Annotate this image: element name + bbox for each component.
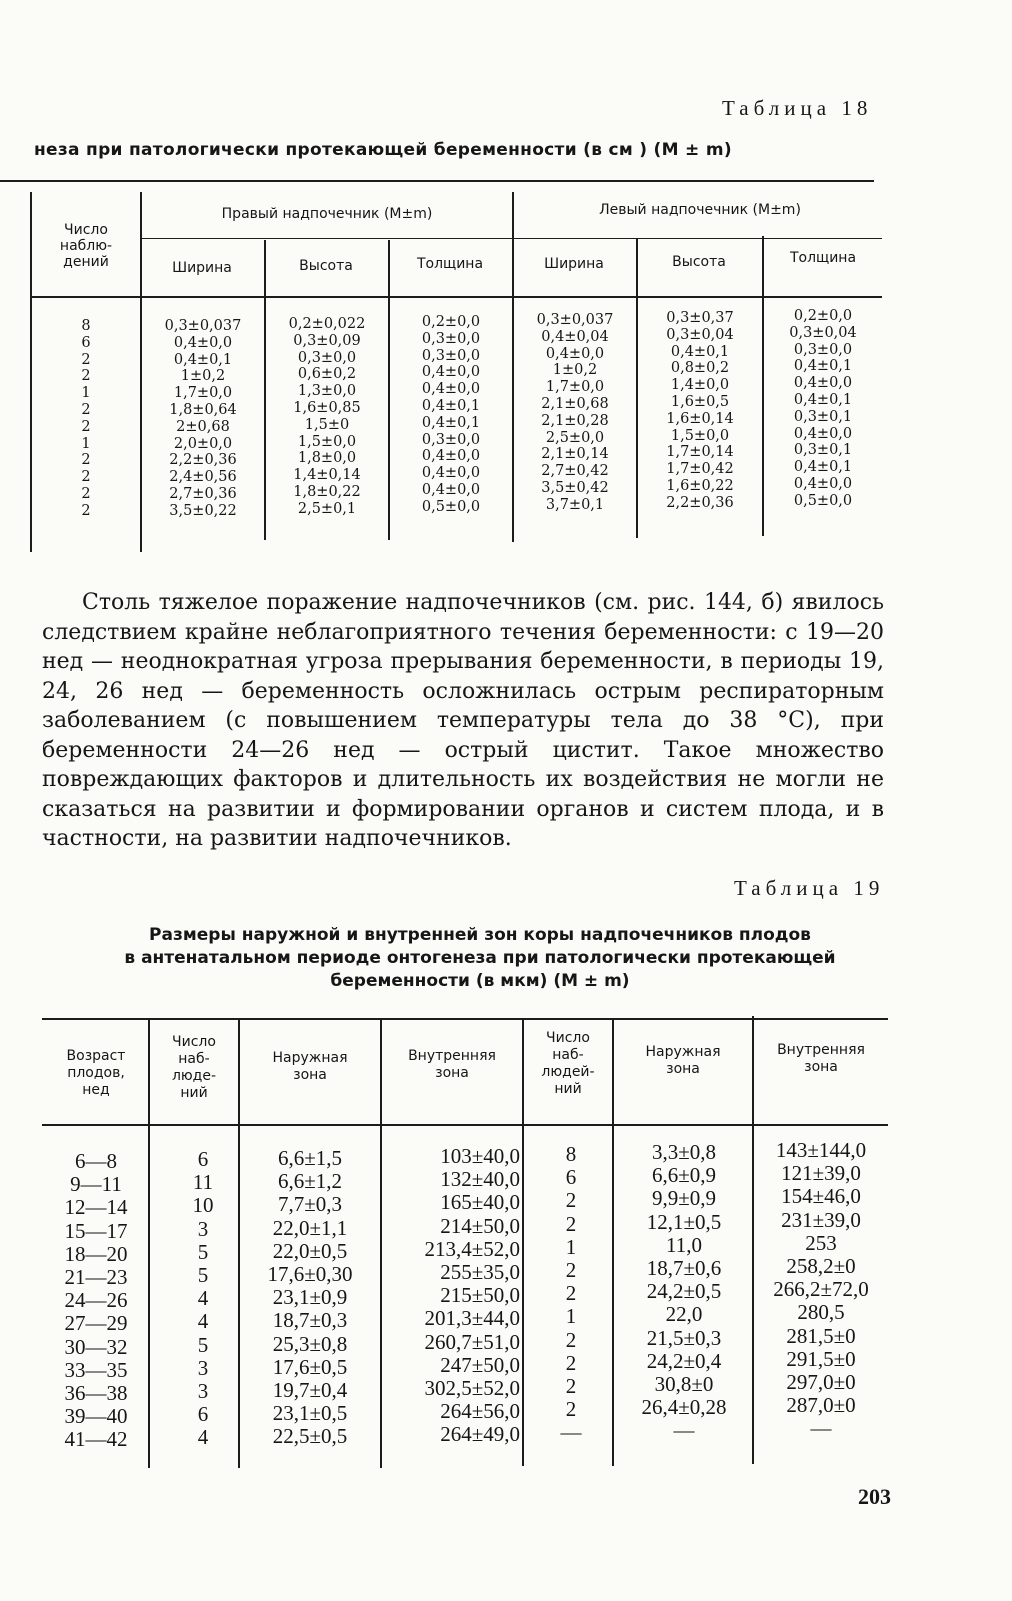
table18-subheader: Толщина (416, 256, 484, 272)
table-cell: 201,3±44,0 (424, 1306, 520, 1331)
table19-label: Таблица 19 (734, 876, 885, 900)
table-cell: 6,6±1,5 (277, 1146, 343, 1170)
table18-header-count (36, 222, 136, 270)
table-cell: 24,2±0,4 (646, 1348, 722, 1373)
paragraph-text: Столь тяжелое поражение надпочечников (см. рис. 144, б) явилось следствием крайне неблагоприятного течения беременности: с 19—20 нед — неоднократная угроза прерывания беременности, в периоды 19, 24, 26 нед — беременность осложнилась острым респираторным заболеванием (с повышением температуры тела до 38 °С), при беременности 24—26 нед — острый цистит. Такое множество повреждающих факторов и длительность их воздействия не могли не сказаться на развитии и формировании органов и систем плода, и в частности, на развитии надпочечников. (42, 590, 884, 851)
table-cell: 5 (197, 1263, 209, 1288)
table19-col-inner2 (754, 1139, 888, 1441)
table-cell: 24,2±0,5 (646, 1279, 722, 1304)
header-line: наб- (552, 1047, 584, 1063)
table-cell: 2 (565, 1188, 577, 1213)
table19-header-outer (240, 1050, 380, 1084)
table-cell: 18,7±0,6 (646, 1256, 722, 1281)
table-cell: 3,5±0,22 (169, 502, 237, 519)
table-cell: 2 (81, 351, 91, 368)
table-cell: 0,4±0,1 (793, 459, 853, 476)
table18-divider (140, 192, 142, 552)
header-line: люде- (171, 1068, 217, 1084)
table-cell: 0,3±0,04 (666, 326, 734, 343)
table-cell: 2 (81, 418, 91, 435)
table-cell: — (810, 1416, 832, 1441)
table-cell: 1±0,2 (552, 362, 598, 379)
table-cell: 297,0±0 (786, 1370, 856, 1395)
table-cell: 1,8±0,22 (293, 483, 361, 500)
table18-subheader: Высота (299, 258, 353, 274)
table-cell: 0,4±0,0 (421, 381, 481, 398)
table-cell: 11,0 (666, 1232, 702, 1257)
table-cell: 1 (565, 1234, 577, 1259)
table-cell: 2 (565, 1327, 577, 1352)
table-cell: 6 (565, 1165, 577, 1190)
table-cell: 214±50,0 (440, 1213, 520, 1238)
table18-col-left-width (518, 312, 632, 514)
table18-divider (762, 236, 764, 536)
table-cell: 2,7±0,36 (169, 485, 237, 502)
table-cell: 9,9±0,9 (651, 1186, 717, 1211)
header-line: людей- (541, 1064, 595, 1080)
table19-top-rule (42, 1018, 888, 1020)
table-cell: 23,1±0,5 (272, 1401, 348, 1426)
table-cell: 3,7±0,1 (545, 496, 605, 513)
table-cell: 2,5±0,1 (297, 500, 357, 517)
table-cell: 2 (81, 469, 91, 486)
header-line: дений (63, 254, 109, 270)
table-cell: 103±40,0 (440, 1144, 520, 1168)
table18-divider (636, 238, 638, 538)
table-cell: 6 (197, 1402, 209, 1427)
table-cell: 231±39,0 (781, 1207, 861, 1232)
table19-header-outer2 (614, 1044, 752, 1078)
title-line: беременности (в мкм) (M ± m) (330, 971, 630, 991)
table-cell: 258,2±0 (786, 1254, 856, 1279)
header-line: нед (82, 1082, 110, 1098)
table-cell: 7,7±0,3 (277, 1192, 343, 1217)
table-cell: 1,3±0,0 (297, 383, 357, 400)
table19-header-rule (42, 1124, 888, 1126)
table-cell: 18,7±0,3 (272, 1308, 348, 1333)
table-cell: 132±40,0 (440, 1167, 520, 1192)
table18-subheader: Ширина (172, 260, 232, 276)
table18-col-count (36, 318, 136, 520)
table-cell: 26,4±0,28 (641, 1395, 727, 1420)
table-cell: 154±46,0 (781, 1184, 861, 1209)
table-cell: 1 (565, 1304, 577, 1329)
table-cell: 1,8±0,64 (169, 401, 237, 418)
table-cell: 12,1±0,5 (646, 1209, 722, 1234)
table18-col-left-thickness (768, 308, 878, 510)
table-cell: 22,0±0,5 (272, 1238, 348, 1263)
table18-header-left-adrenal: Левый надпочечник (M±m) (599, 202, 801, 218)
table-cell: 2±0,68 (176, 418, 230, 435)
table-cell: 11 (192, 1170, 214, 1195)
table-cell: 30—32 (64, 1334, 128, 1359)
table18-header-right-adrenal: Правый надпочечник (M±m) (221, 206, 433, 222)
page-number: 203 (858, 1484, 891, 1509)
table18-col-right-height (270, 316, 384, 518)
table19-header-age (44, 1048, 148, 1099)
table-cell: 1,8±0,0 (297, 450, 357, 467)
table-cell: 0,4±0,1 (793, 391, 853, 408)
table-cell: 17,6±0,30 (267, 1262, 353, 1287)
table-cell: 215±50,0 (440, 1283, 520, 1308)
table-cell: 10 (192, 1193, 214, 1218)
header-line: ний (554, 1081, 582, 1097)
table-cell: 2 (565, 1397, 577, 1422)
header-line: зона (293, 1067, 327, 1083)
table19-title (60, 924, 900, 993)
table-cell: 0,4±0,0 (421, 481, 481, 498)
table-cell: 255±35,0 (440, 1260, 520, 1285)
table18-top-rule (0, 180, 874, 182)
table-cell: 260,7±51,0 (424, 1329, 520, 1354)
table18-header-rule (30, 296, 882, 298)
table-cell: 0,4±0,0 (421, 364, 481, 381)
header-line: Внутренняя (777, 1042, 865, 1058)
table-cell: 6 (197, 1147, 209, 1171)
table-cell: 0,4±0,0 (793, 475, 853, 492)
table-cell: 264±49,0 (440, 1422, 520, 1447)
title-line: в антенатальном периоде онтогенеза при патологически протекающей (124, 948, 836, 968)
header-line: Число (172, 1034, 216, 1050)
table-cell: 1,6±0,85 (293, 399, 361, 416)
table-cell: 0,4±0,1 (421, 414, 481, 431)
table-cell: 12—14 (64, 1195, 128, 1220)
body-paragraph (42, 588, 884, 854)
table-cell: 4 (197, 1425, 209, 1450)
table-cell: 8 (565, 1142, 577, 1166)
header-line: Число (546, 1030, 590, 1046)
table-cell: 213,4±52,0 (424, 1236, 520, 1261)
table-cell: 17,6±0,5 (272, 1354, 348, 1379)
table-cell: 4 (197, 1286, 209, 1311)
header-line: зона (666, 1061, 700, 1077)
table-cell: 22,5±0,5 (272, 1424, 348, 1449)
table-cell: 19,7±0,4 (272, 1378, 348, 1403)
table-cell: 1,4±0,0 (670, 377, 730, 394)
table-cell: 8 (81, 318, 91, 334)
header-line: наблю- (59, 238, 113, 254)
header-line: Число (64, 222, 108, 238)
header-line: плодов, (67, 1065, 125, 1081)
table-cell: 4 (197, 1309, 209, 1334)
table18-divider (264, 240, 266, 540)
table-cell: 2,2±0,36 (169, 452, 237, 469)
header-line: наб- (178, 1051, 210, 1067)
table19-col-outer (240, 1147, 380, 1449)
table-cell: 1,6±0,5 (670, 393, 730, 410)
table-cell: 0,4±0,1 (421, 397, 481, 414)
table-cell: 264±56,0 (440, 1399, 520, 1424)
table-cell: 22,0 (665, 1302, 703, 1327)
table-cell: 21—23 (64, 1265, 128, 1290)
table-cell: 0,3±0,0 (793, 341, 853, 358)
table-cell: 2 (565, 1281, 577, 1306)
table-cell: 121±39,0 (781, 1161, 861, 1186)
table19-header-count (150, 1034, 238, 1102)
table-cell: 30,8±0 (654, 1372, 714, 1397)
table-cell: 5 (197, 1332, 209, 1357)
table-cell: 0,3±0,037 (536, 312, 614, 328)
table-cell: 41—42 (64, 1427, 128, 1452)
table-cell: 1,5±0,0 (670, 427, 730, 444)
table-cell: 0,3±0,0 (421, 347, 481, 364)
table-cell: 2,5±0,0 (545, 429, 605, 446)
table-cell: 0,6±0,2 (297, 366, 357, 383)
table-cell: 0,3±0,037 (164, 318, 242, 334)
table-cell: 3,5±0,42 (541, 479, 609, 496)
table-cell: 0,4±0,0 (793, 375, 853, 392)
table-cell: 0,4±0,1 (173, 351, 233, 368)
table-cell: 280,5 (797, 1300, 845, 1325)
table-cell: 1±0,2 (180, 368, 226, 385)
table-cell: 2 (81, 485, 91, 502)
table-cell: 2 (81, 401, 91, 418)
table-cell: 0,4±0,0 (793, 425, 853, 442)
header-line: Наружная (272, 1050, 348, 1066)
table-cell: 0,3±0,04 (789, 324, 857, 341)
table-cell: 1 (81, 385, 91, 402)
table-cell: 0,5±0,0 (421, 498, 481, 515)
table-cell: 2,7±0,42 (541, 463, 609, 480)
table-cell: 253 (805, 1230, 837, 1255)
table-cell: 6 (81, 334, 91, 351)
table18-col-right-thickness (394, 314, 508, 516)
table-cell: 0,3±0,0 (297, 349, 357, 366)
table18-subheader: Толщина (789, 250, 857, 266)
header-line: зона (435, 1065, 469, 1081)
table-cell: 23,1±0,9 (272, 1285, 348, 1310)
table-cell: 6—8 (75, 1149, 117, 1173)
table-cell: 0,4±0,0 (421, 448, 481, 465)
table-cell: 0,4±0,0 (545, 345, 605, 362)
table-cell: 3 (197, 1355, 209, 1380)
table-cell: 0,8±0,2 (670, 360, 730, 377)
table-cell: 1,7±0,14 (666, 444, 734, 461)
table18-divider (512, 192, 514, 542)
table18-group-rule (140, 238, 882, 239)
table-cell: 1,5±0,0 (297, 433, 357, 450)
table-cell: 247±50,0 (440, 1352, 520, 1377)
table-cell: 36—38 (64, 1381, 128, 1406)
table-cell: 143±144,0 (775, 1138, 867, 1162)
table-cell: 21,5±0,3 (646, 1325, 722, 1350)
table-cell: 0,4±0,1 (793, 358, 853, 375)
table-cell: 2,1±0,28 (541, 412, 609, 429)
table19-header-inner2 (754, 1042, 888, 1076)
table-cell: 0,3±0,0 (421, 431, 481, 448)
table18-divider (388, 240, 390, 540)
table18-subheader: Ширина (544, 256, 604, 272)
table-cell: 0,4±0,04 (541, 328, 609, 345)
table-cell: 0,5±0,0 (793, 492, 853, 509)
table-cell: 266,2±72,0 (773, 1277, 869, 1302)
table19-col-age (44, 1150, 148, 1452)
table-cell: 2,4±0,56 (169, 469, 237, 486)
table-cell: 0,3±0,09 (293, 332, 361, 349)
table-cell: 2 (565, 1211, 577, 1236)
table-cell: 0,3±0,1 (793, 408, 853, 425)
table-cell: 0,4±0,0 (173, 334, 233, 351)
header-line: Возраст (66, 1048, 126, 1064)
table-cell: 1,7±0,42 (666, 461, 734, 478)
table-cell: 302,5±52,0 (424, 1376, 520, 1401)
table-cell: 33—35 (64, 1357, 128, 1382)
table-cell: 281,5±0 (786, 1323, 856, 1348)
table-cell: 6,6±0,9 (651, 1163, 717, 1188)
table18-left-border (30, 192, 32, 552)
table-cell: 2,1±0,14 (541, 446, 609, 463)
table19-col-count2 (524, 1143, 618, 1445)
table-cell: 0,4±0,1 (670, 343, 730, 360)
table-cell: 18—20 (64, 1241, 128, 1266)
table-cell: 3,3±0,8 (651, 1140, 717, 1164)
table-cell: 2 (565, 1258, 577, 1283)
table-cell: 0,2±0,0 (793, 308, 853, 324)
table-cell: 27—29 (64, 1311, 128, 1336)
table-cell: 1,4±0,14 (293, 467, 361, 484)
table18-col-left-height (642, 310, 758, 512)
table-cell: 165±40,0 (440, 1190, 520, 1215)
table-cell: 24—26 (64, 1288, 128, 1313)
table-cell: 1,7±0,0 (545, 379, 605, 396)
header-line: зона (804, 1059, 838, 1075)
table19-col-inner (382, 1145, 520, 1447)
table18-subheader: Высота (672, 254, 726, 270)
table-cell: 2 (565, 1350, 577, 1375)
table-cell: 1,6±0,14 (666, 410, 734, 427)
table-cell: 2 (565, 1374, 577, 1399)
table-cell: 22,0±1,1 (272, 1215, 348, 1240)
table-cell: 2,0±0,0 (173, 435, 233, 452)
table-cell: 5 (197, 1239, 209, 1264)
table-cell: 2 (81, 452, 91, 469)
table19-header-inner (382, 1048, 522, 1082)
table-cell: 2 (81, 368, 91, 385)
table-cell: 2,1±0,68 (541, 395, 609, 412)
table-cell: 15—17 (64, 1218, 128, 1243)
table-cell: 25,3±0,8 (272, 1331, 348, 1356)
table-cell: 0,4±0,0 (421, 465, 481, 482)
table-cell: 3 (197, 1216, 209, 1241)
table-cell: 6,6±1,2 (277, 1169, 343, 1194)
table-cell: 0,2±0,0 (421, 314, 481, 330)
table-cell: 1,5±0 (304, 416, 350, 433)
table18-col-right-width (146, 318, 260, 520)
table-cell: 0,3±0,37 (666, 310, 734, 326)
table-cell: 3 (197, 1379, 209, 1404)
table-cell: 2,2±0,36 (666, 494, 734, 511)
table-cell: 39—40 (64, 1404, 128, 1429)
table-cell: 2 (81, 502, 91, 519)
table-cell: 287,0±0 (786, 1393, 856, 1418)
header-line: Внутренняя (408, 1048, 496, 1064)
table18-label: Таблица 18 (722, 96, 873, 120)
header-line: Наружная (645, 1044, 721, 1060)
header-line: ний (180, 1085, 208, 1101)
table-cell: 0,3±0,1 (793, 442, 853, 459)
table19-header-count2 (524, 1030, 612, 1098)
table-cell: 291,5±0 (786, 1346, 856, 1371)
table-cell: 0,2±0,022 (288, 316, 366, 332)
title-line: Размеры наружной и внутренней зон коры надпочечников плодов (149, 925, 811, 945)
table18-title: неза при патологически протекающей беременности (в см ) (M ± m) (34, 140, 732, 160)
table19-col-outer2 (614, 1141, 754, 1443)
table-cell: 0,3±0,0 (421, 330, 481, 347)
table-cell: 1,6±0,22 (666, 477, 734, 494)
table-cell: 9—11 (70, 1172, 122, 1197)
table-cell: — (560, 1420, 582, 1445)
table-cell: 1 (81, 435, 91, 452)
table-cell: 1,7±0,0 (173, 385, 233, 402)
table-cell: — (673, 1418, 695, 1443)
